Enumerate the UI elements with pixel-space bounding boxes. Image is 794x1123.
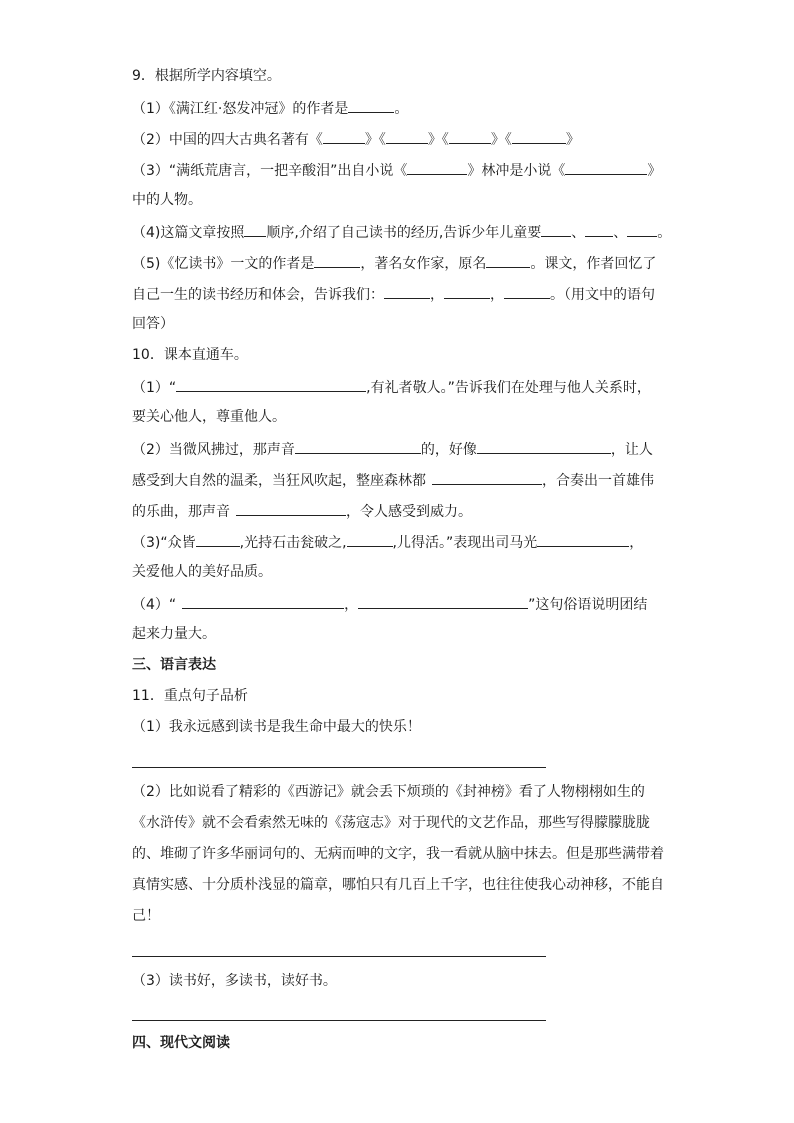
question-10-title: 10．课本直通车。 — [132, 347, 248, 363]
q10-item-2-cont2: 的乐曲，那声音 ，令人感受到威力。 — [132, 500, 472, 520]
answer-blank[interactable] — [176, 376, 366, 392]
answer-line[interactable] — [132, 956, 546, 957]
answer-blank[interactable] — [407, 159, 467, 175]
answer-blank[interactable] — [244, 221, 266, 237]
answer-blank[interactable] — [386, 128, 428, 144]
answer-line[interactable] — [132, 767, 546, 768]
answer-blank[interactable] — [627, 221, 657, 237]
q9-item-2: （2）中国的四大古典名著有《 》《 》《 》《 》 — [132, 128, 580, 148]
q10-item-4-cont: 起来力量大。 — [132, 626, 216, 642]
answer-blank[interactable] — [182, 593, 344, 609]
q9-item-1: （1）《满江红·怒发冲冠》的作者是 。 — [132, 97, 408, 117]
answer-blank[interactable] — [314, 252, 360, 268]
answer-blank[interactable] — [541, 221, 571, 237]
q10-item-3: （3)“众皆 ,光持石击瓮破之, ,儿得活。”表现出司马光 ， — [132, 531, 643, 551]
q9-item-3-cont: 中的人物。 — [132, 192, 202, 208]
answer-blank[interactable] — [449, 128, 491, 144]
section-heading-4: 四、现代文阅读 — [132, 1035, 230, 1051]
q11-item-2-line-1: （2）比如说看了精彩的《西游记》就会丢下烦琐的《封神榜》看了人物栩栩如生的 — [132, 784, 645, 800]
q11-item-2-line-3: 的、堆砌了许多华丽词句的、无病而呻的文字，我一看就从脑中抹去。但是那些满带着 — [132, 846, 664, 862]
q11-item-1: （1）我永远感到读书是我生命中最大的快乐！ — [132, 719, 421, 735]
q11-item-2-line-5: 己！ — [132, 908, 160, 924]
q9-item-5-cont: 自己一生的读书经历和体会，告诉我们： ， ， 。（用文中的语句 — [132, 283, 655, 303]
answer-blank[interactable] — [384, 283, 430, 299]
q11-item-2-line-2: 《水浒传》就不会看索然无味的《荡寇志》对于现代的文艺作品，那些写得朦朦胧胧 — [132, 815, 650, 831]
answer-blank[interactable] — [504, 283, 550, 299]
answer-blank[interactable] — [347, 531, 393, 547]
answer-blank[interactable] — [358, 593, 528, 609]
answer-blank[interactable] — [585, 221, 613, 237]
answer-blank[interactable] — [444, 283, 490, 299]
q9-item-5: （5)《忆读书》一文的作者是 ，著名女作家，原名 。课文，作者回忆了 — [132, 252, 656, 272]
q11-item-2-line-4: 真情实感、十分质朴浅显的篇章，哪怕只有几百上千字，也往往使我心动神移，不能自 — [132, 877, 664, 893]
q9-item-5-cont2: 回答） — [132, 316, 174, 332]
q10-item-3-cont: 关爱他人的美好品质。 — [132, 564, 272, 580]
answer-blank[interactable] — [537, 531, 629, 547]
answer-blank[interactable] — [512, 128, 566, 144]
answer-blank[interactable] — [323, 128, 365, 144]
q9-item-3: （3）“满纸荒唐言，一把辛酸泪”出自小说《 》林冲是小说《 》 — [132, 159, 661, 179]
answer-blank[interactable] — [348, 97, 394, 113]
question-11-title: 11．重点句子品析 — [132, 688, 248, 704]
answer-blank[interactable] — [486, 252, 530, 268]
q10-item-2: （2）当微风拂过，那声音 的，好像 ，让人 — [132, 438, 653, 458]
q10-item-4: （4）“ ， ”这句俗语说明团结 — [132, 593, 647, 613]
answer-blank[interactable] — [295, 438, 421, 454]
answer-blank[interactable] — [432, 469, 542, 485]
section-heading-3: 三、语言表达 — [132, 657, 216, 673]
answer-blank[interactable] — [477, 438, 611, 454]
answer-line[interactable] — [132, 1020, 546, 1021]
q10-item-1: （1）“ ,有礼者敬人。”告诉我们在处理与他人关系时， — [132, 376, 651, 396]
question-9-title: 9．根据所学内容填空。 — [132, 68, 281, 84]
answer-blank[interactable] — [196, 531, 240, 547]
q10-item-1-cont: 要关心他人，尊重他人。 — [132, 409, 286, 425]
answer-blank[interactable] — [565, 159, 647, 175]
answer-blank[interactable] — [236, 500, 346, 516]
q9-item-4: （4)这篇文章按照 顺序,介绍了自己读书的经历,告诉少年儿童要 、 、 。 — [132, 221, 671, 241]
q10-item-2-cont: 感受到大自然的温柔，当狂风吹起，整座森林都 ，合奏出一首雄伟 — [132, 469, 654, 489]
q11-item-3: （3）读书好，多读书，读好书。 — [132, 973, 337, 989]
